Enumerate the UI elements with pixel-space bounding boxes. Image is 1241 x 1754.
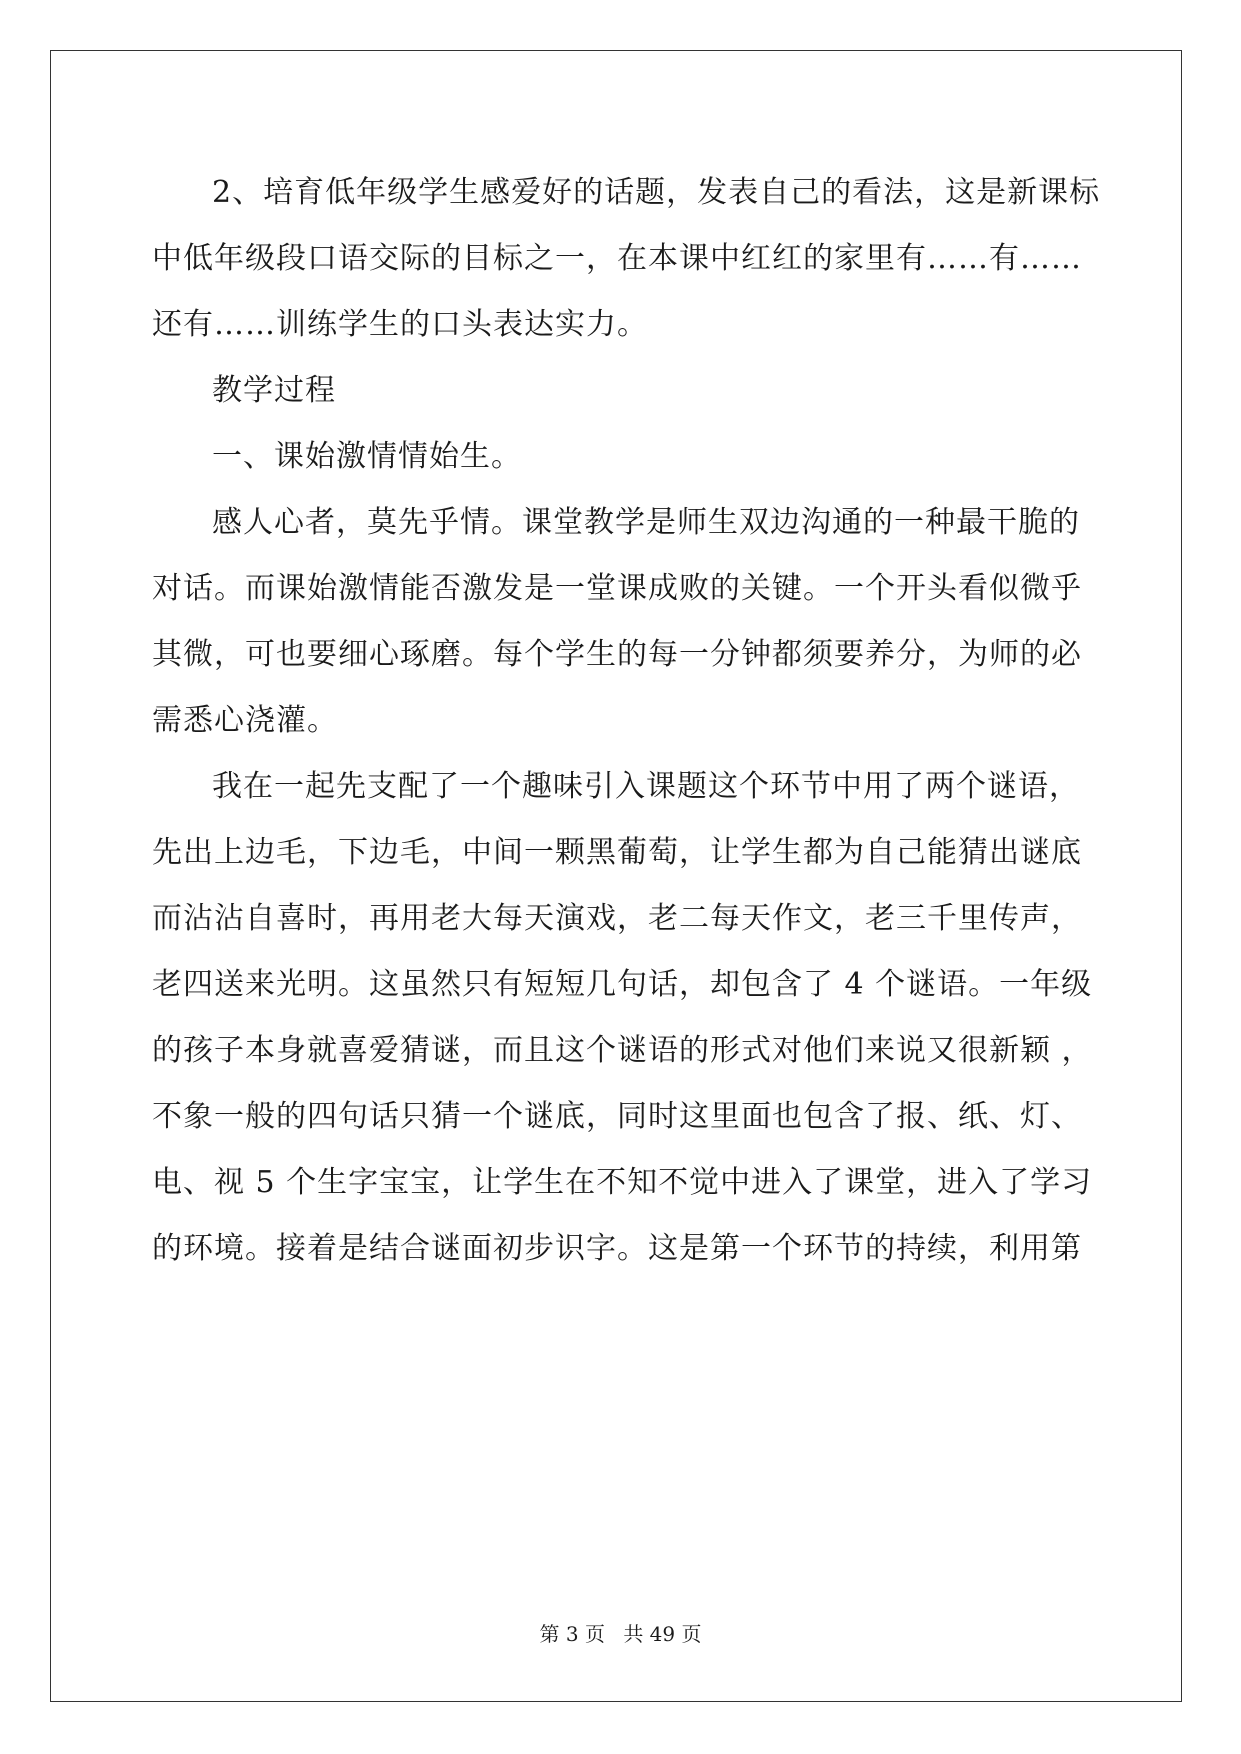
paragraph-line: 对话。而课始激情能否激发是一堂课成败的关键。一个开头看似微乎 <box>152 571 1082 606</box>
paragraph-line: 我在一起先支配了一个趣味引入课题这个环节中用了两个谜语， <box>212 769 1080 804</box>
paragraph-line: 需悉心浇灌。 <box>152 703 338 738</box>
document-body <box>152 160 1101 1282</box>
page-total: 共 49 页 <box>623 1622 702 1646</box>
page-number: 第 3 页 <box>539 1622 605 1646</box>
section-heading: 教学过程 <box>212 373 336 408</box>
paragraph-line: 其微，可也要细心琢磨。每个学生的每一分钟都须要养分，为师的必 <box>152 637 1082 672</box>
paragraph-line: 的环境。接着是结合谜面初步识字。这是第一个环节的持续，利用第 <box>152 1231 1082 1266</box>
paragraph-line: 的孩子本身就喜爱猜谜，而且这个谜语的形式对他们来说又很新颖 ， <box>152 1033 1093 1068</box>
paragraph-line: 老四送来光明。这虽然只有短短几句话，却包含了 4 个谜语。一年级 <box>152 967 1093 1002</box>
paragraph-line: 而沾沾自喜时，再用老大每天演戏，老二每天作文，老三千里传声， <box>152 901 1082 936</box>
paragraph-line: 不象一般的四句话只猜一个谜底，同时这里面也包含了报、纸、灯、 <box>152 1099 1082 1134</box>
section-heading: 一、课始激情情始生。 <box>212 439 522 474</box>
paragraph-line: 还有……训练学生的口头表达实力。 <box>152 307 648 342</box>
paragraph-line: 电、视 5 个生字宝宝，让学生在不知不觉中进入了课堂，进入了学习 <box>152 1165 1093 1200</box>
paragraph-line: 中低年级段口语交际的目标之一，在本课中红红的家里有……有…… <box>152 241 1082 276</box>
paragraph-line: 感人心者，莫先乎情。课堂教学是师生双边沟通的一种最干脆的 <box>212 505 1080 540</box>
paragraph-line: 先出上边毛，下边毛，中间一颗黑葡萄，让学生都为自己能猜出谜底 <box>152 835 1082 870</box>
paragraph-line: 2、培育低年级学生感爱好的话题，发表自己的看法，这是新课标 <box>212 175 1101 210</box>
page-footer <box>0 1618 1241 1647</box>
